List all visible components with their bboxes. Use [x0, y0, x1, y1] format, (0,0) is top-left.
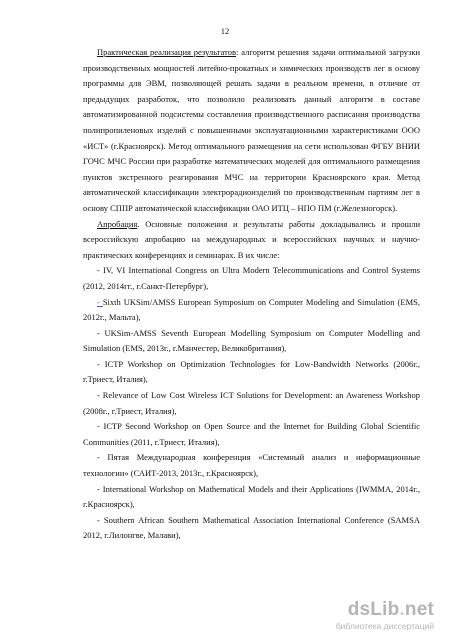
list-item-text: - Southern African Southern Mathematical Association International Conference (SAMSA 2012, г.Лилонгве, Малави), — [83, 514, 420, 541]
paragraph-lead-heading: Практическая реализация результатов — [97, 47, 237, 57]
logo-tld: net — [404, 599, 434, 620]
list-item-text: - Relevance of Low Cost Wireless ICT Solutions for Development: an Awareness Workshop (2008г., г.Триест, Италия), — [83, 390, 420, 416]
document-body — [83, 45, 420, 544]
list-item — [83, 513, 420, 544]
page-number: 12 — [220, 26, 230, 36]
dslib-watermark — [336, 600, 434, 631]
list-item — [83, 388, 420, 419]
list-item — [83, 419, 420, 450]
list-item — [83, 295, 420, 326]
logo-dot: . — [399, 599, 405, 620]
paragraph-approbation — [83, 217, 420, 264]
list-item — [83, 482, 420, 513]
paragraph-lead-heading: Апробация — [97, 218, 138, 229]
list-item-text: Sixth UKSim/AMSS European Symposium on Computer Modeling and Simulation (EMS, 2012г., Мальта), — [83, 296, 420, 323]
list-item-text: - ICTP Second Workshop on Open Source and the Internet for Building Global Scientific Communities (2011, г.Триест, Италия), — [83, 421, 420, 447]
list-item-text: - ICTP Workshop on Optimization Technologies for Low-Bandwidth Networks (2006г., г.Триест, Италия), — [83, 358, 420, 385]
list-item-dash-link[interactable]: - — [97, 296, 103, 307]
list-item-text: - UKSim-AMSS Seventh European Modelling Symposium on Computer Modelling and Simulation (EMS, 2013г., г.Манчестер, Великобритания), — [83, 327, 420, 354]
list-item — [83, 326, 420, 357]
list-item — [83, 357, 420, 388]
watermark-subtitle: библиотека диссертаций — [335, 621, 434, 631]
logo-main: dsLib — [347, 599, 400, 620]
dslib-logo — [336, 600, 434, 620]
list-item-text: - Пятая Международная конференция «Системный анализ и информационные технологии» (САИТ-2013, 2013г., г.Красноярск), — [83, 452, 420, 479]
list-item — [83, 263, 420, 294]
paragraph-text: . Основные положения и результаты работы докладывались и прошли всероссийскую апробацию на международных и всероссийских научных и научно-практических конференциях и семинарах. В их числе: — [83, 218, 420, 260]
paragraph-practical-implementation — [83, 45, 420, 217]
list-item-text: - IV, VI International Congress on Ultra Modern Telecommunications and Control Systems (2012, 2014гг., г.Санкт-Петербург), — [83, 265, 420, 291]
list-item-text: - International Workshop on Mathematical Models and their Applications (IWMMA, 2014г., г.Красноярск), — [83, 483, 420, 510]
paragraph-text: : алгоритм решения задачи оптимальной загрузки производственных мощностей литейно-прокатных и химических производств лег в основу программы для ЭВМ, позволяющей решать задачи в реальном времени, в отличие от предыдущих разработок, что позволило реализовать данный алгоритм в составе автоматизированной подсистемы составления производственного расписания производства полипропиленовых изделий с повышенными эксплуатационными характеристиками ООО «ИСТ» (г.Красноярск). Метод оптимального размещения на сети использован ФГБУ ВНИИ ГОЧС МЧС России при разработке математических моделей для оптимального размещения пунктов экстренного реагирования МЧС на территории Красноярского края. Метод автоматической классификации электрорадиоизделий по производственным партиям лег в основу СППР автоматической классификации ОАО ИТЦ – НПО ПМ (г.Железногорск). — [83, 47, 420, 213]
list-item — [83, 450, 420, 481]
